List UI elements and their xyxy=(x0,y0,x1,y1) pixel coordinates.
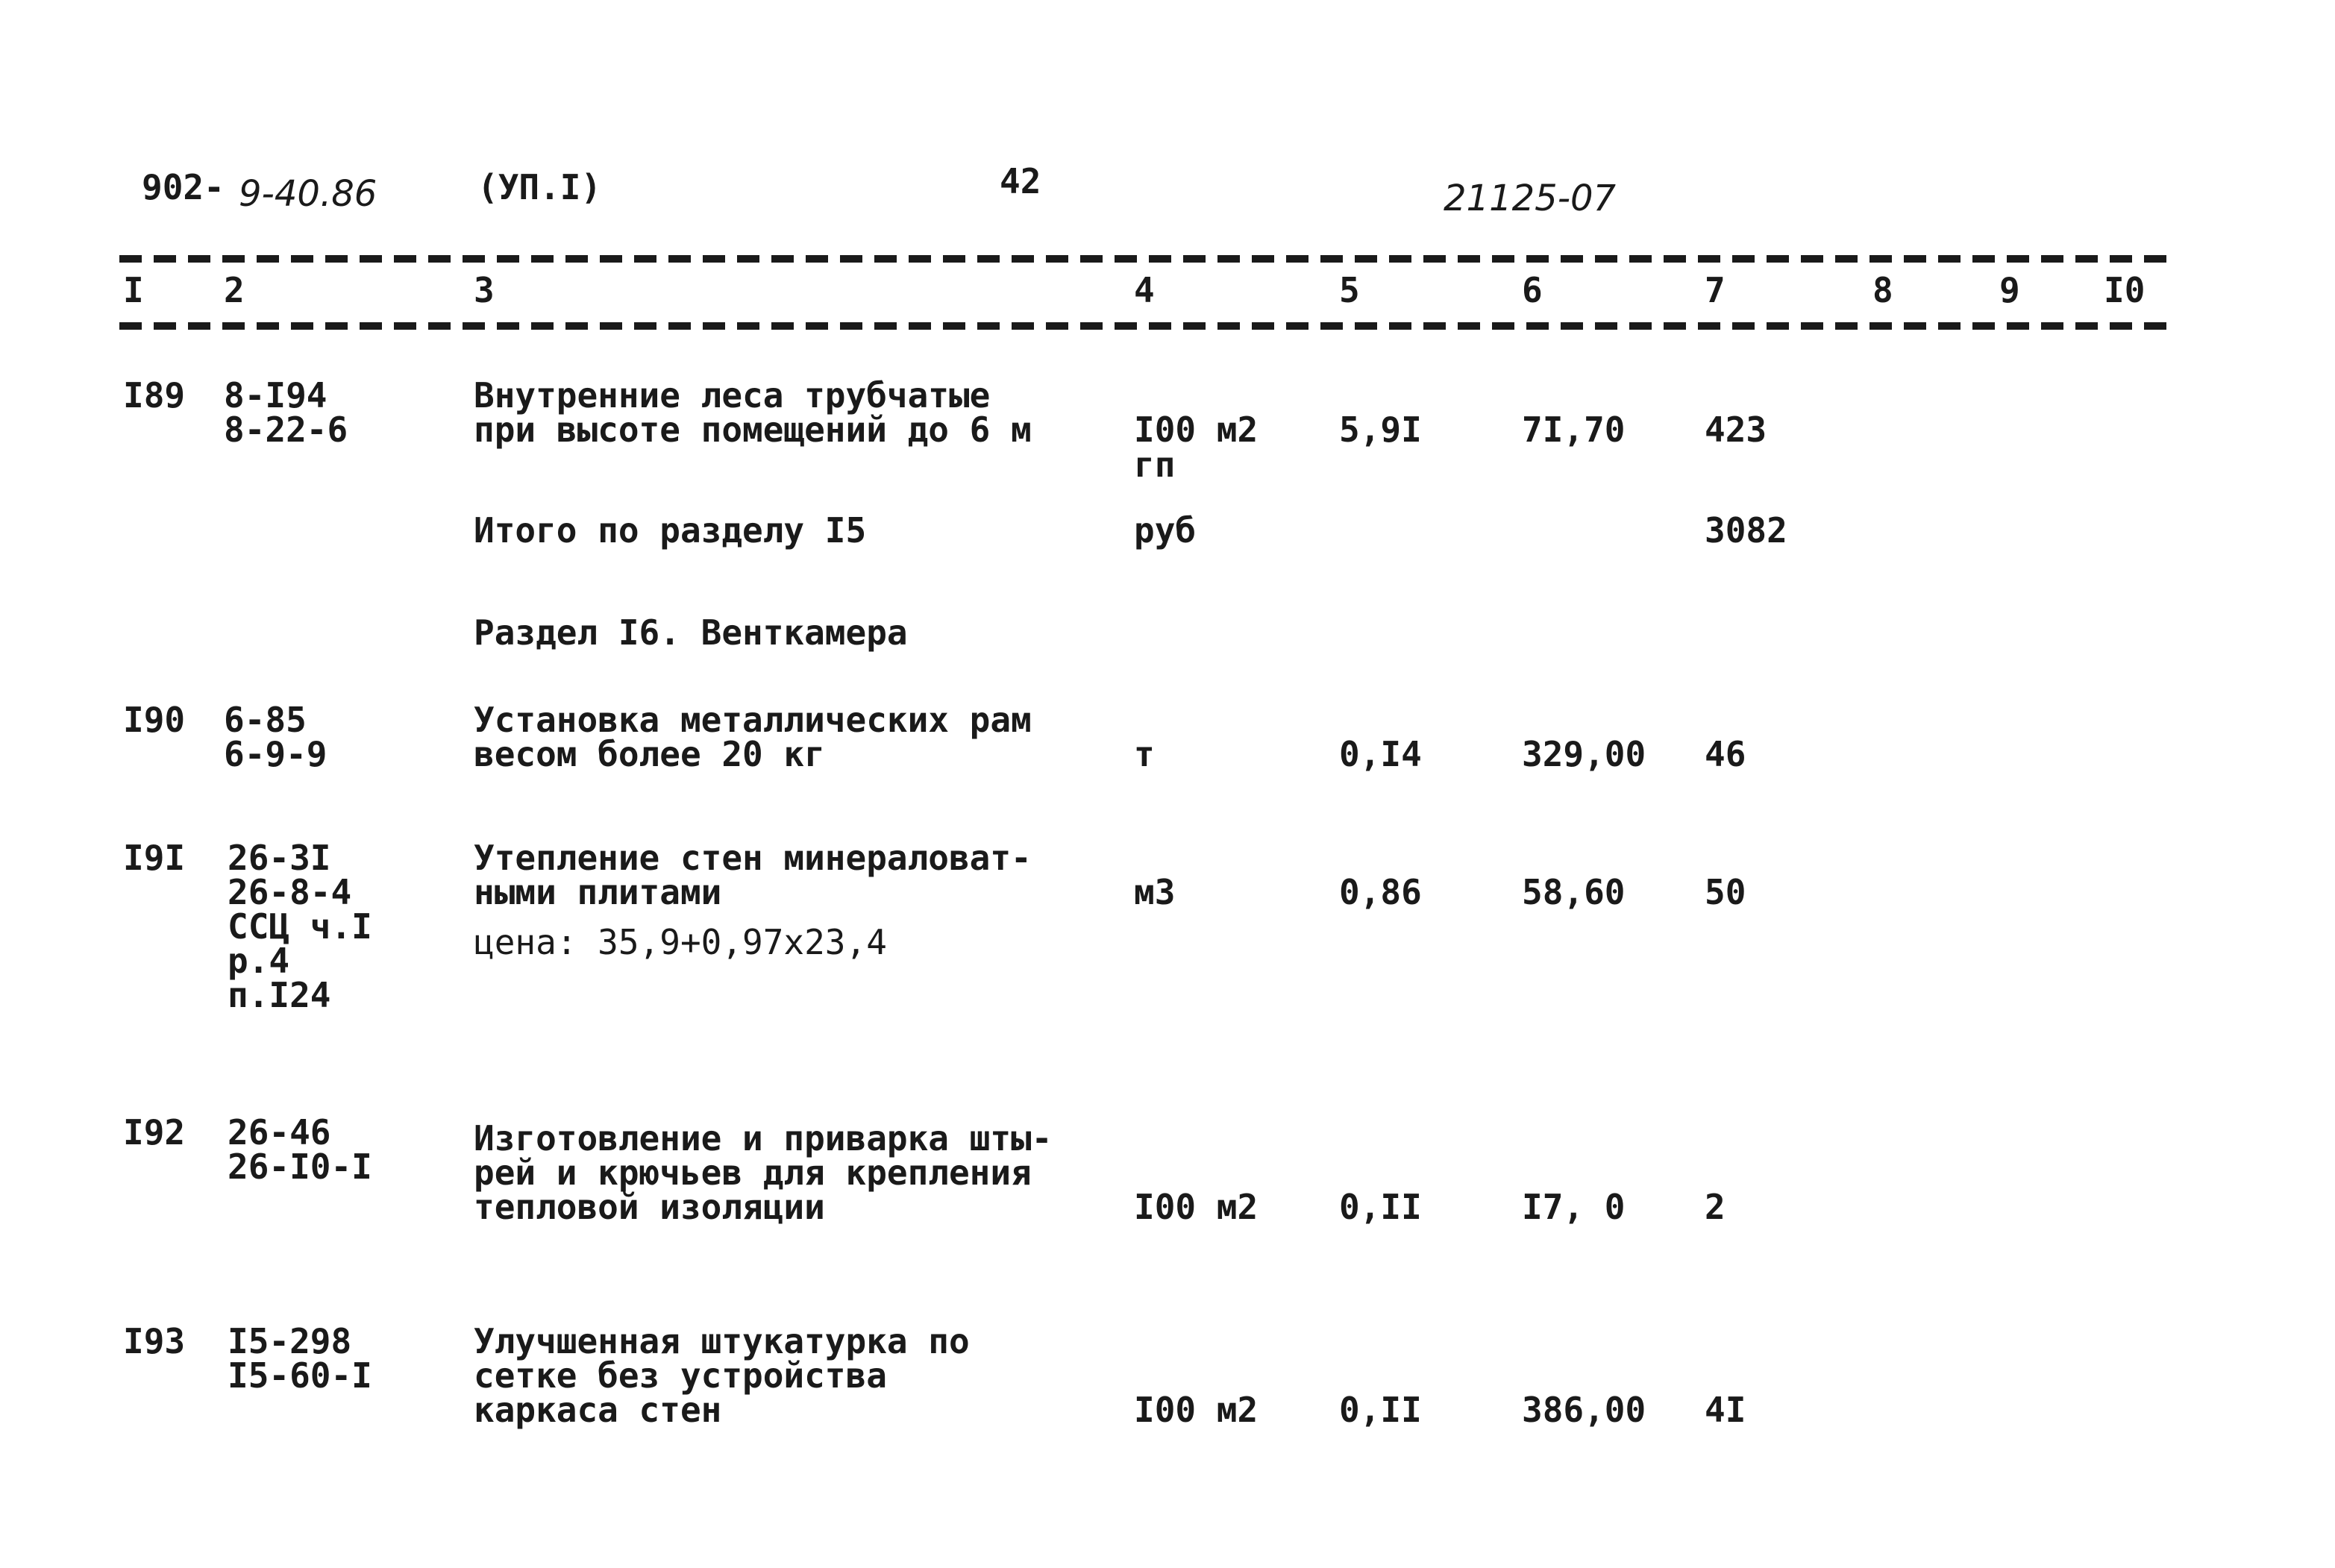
code-line: I5-298 xyxy=(228,1321,352,1361)
column-header-4: 4 xyxy=(1134,270,1155,310)
row-code xyxy=(228,1112,372,1187)
code-line: 26-8-4 xyxy=(228,872,352,912)
row-unit: I00 м2 xyxy=(1134,1390,1259,1430)
column-header-2: 2 xyxy=(224,270,245,310)
description-line: тепловой изоляции xyxy=(474,1187,825,1227)
description-line: Внутренние леса трубчатые xyxy=(474,375,991,415)
row-unit: м3 xyxy=(1134,872,1176,912)
doc-code-handwritten: 9-40.86 xyxy=(239,173,377,215)
row-total: 2 xyxy=(1705,1187,1726,1227)
row-total: 423 xyxy=(1705,410,1767,450)
description-line: Утепление стен минераловат- xyxy=(474,838,1032,878)
row-number: I9I xyxy=(123,838,186,878)
subtotal-label: Итого по разделу I5 xyxy=(474,510,867,551)
column-header-10: I0 xyxy=(2104,270,2146,310)
row-unit-price: 58,60 xyxy=(1522,872,1626,912)
code-line: 26-3I xyxy=(228,838,331,878)
page-number: 42 xyxy=(1000,161,1041,201)
row-quantity: 5,9I xyxy=(1339,410,1422,450)
row-description xyxy=(474,1118,1053,1227)
column-header-7: 7 xyxy=(1705,270,1726,310)
code-line: 26-I0-I xyxy=(228,1147,372,1187)
row-unit: т xyxy=(1134,734,1155,774)
row-description xyxy=(474,838,1032,912)
code-line: 8-I94 xyxy=(224,375,327,415)
description-line: Установка металлических рам xyxy=(474,700,1032,740)
description-line: каркаса стен xyxy=(474,1390,722,1430)
description-line: при высоте помещений до 6 м xyxy=(474,410,1032,450)
column-header-8: 8 xyxy=(1872,270,1893,310)
column-header-3: 3 xyxy=(474,270,495,310)
doc-code: 902- xyxy=(142,167,225,207)
album-number: (УП.I) xyxy=(477,167,602,207)
price-formula: цена: 35,9+0,97х23,4 xyxy=(474,922,887,962)
column-header-9: 9 xyxy=(1999,270,2020,310)
code-line: ССЦ ч.I xyxy=(228,906,372,947)
row-description xyxy=(474,700,1032,774)
description-line: рей и крючьев для крепления xyxy=(474,1153,1032,1193)
description-line: сетке без устройства xyxy=(474,1355,887,1396)
row-quantity: 0,I4 xyxy=(1339,734,1422,774)
row-code xyxy=(228,838,372,1015)
description-line: Изготовление и приварка шты- xyxy=(474,1118,1053,1158)
code-line: 6-85 xyxy=(224,700,307,740)
description-line: весом более 20 кг xyxy=(474,734,825,774)
description-line: ными плитами xyxy=(474,872,722,912)
code-line: I5-60-I xyxy=(228,1355,372,1396)
row-number: I93 xyxy=(123,1321,186,1361)
row-quantity: 0,86 xyxy=(1339,872,1422,912)
row-unit-price: 329,00 xyxy=(1522,734,1646,774)
row-code xyxy=(224,700,327,774)
code-line: 6-9-9 xyxy=(224,734,327,774)
code-line: 8-22-6 xyxy=(224,410,348,450)
row-total: 50 xyxy=(1705,872,1746,912)
row-description xyxy=(474,375,1032,450)
code-line: 26-46 xyxy=(228,1112,331,1153)
row-unit-price: 386,00 xyxy=(1522,1390,1646,1430)
row-unit: I00 м2 xyxy=(1134,410,1259,450)
row-code xyxy=(228,1321,372,1396)
section-title: Раздел I6. Венткамера xyxy=(474,612,908,653)
row-total: 46 xyxy=(1705,734,1746,774)
description-line: Улучшенная штукатурка по xyxy=(474,1321,970,1361)
row-unit-price: 7I,70 xyxy=(1522,410,1626,450)
subtotal-unit: руб xyxy=(1134,510,1197,551)
header-top-rule xyxy=(119,255,2171,263)
row-unit: I00 м2 xyxy=(1134,1187,1259,1227)
row-number: I89 xyxy=(123,375,186,415)
row-quantity: 0,II xyxy=(1339,1390,1422,1430)
row-total: 4I xyxy=(1705,1390,1746,1430)
code-line: р.4 xyxy=(228,941,290,981)
code-line: п.I24 xyxy=(228,975,331,1015)
row-description xyxy=(474,1321,970,1430)
column-header-1: I xyxy=(123,270,144,310)
row-code xyxy=(224,375,348,450)
header-bottom-rule xyxy=(119,322,2171,330)
row-number: I92 xyxy=(123,1112,186,1153)
inventory-number: 21125-07 xyxy=(1444,178,1617,219)
row-unit-price: I7, 0 xyxy=(1522,1187,1626,1227)
row-unit-note: гп xyxy=(1134,445,1176,485)
row-number: I90 xyxy=(123,700,186,740)
column-header-6: 6 xyxy=(1522,270,1543,310)
column-header-5: 5 xyxy=(1339,270,1360,310)
row-quantity: 0,II xyxy=(1339,1187,1422,1227)
subtotal-total: 3082 xyxy=(1705,510,1787,551)
